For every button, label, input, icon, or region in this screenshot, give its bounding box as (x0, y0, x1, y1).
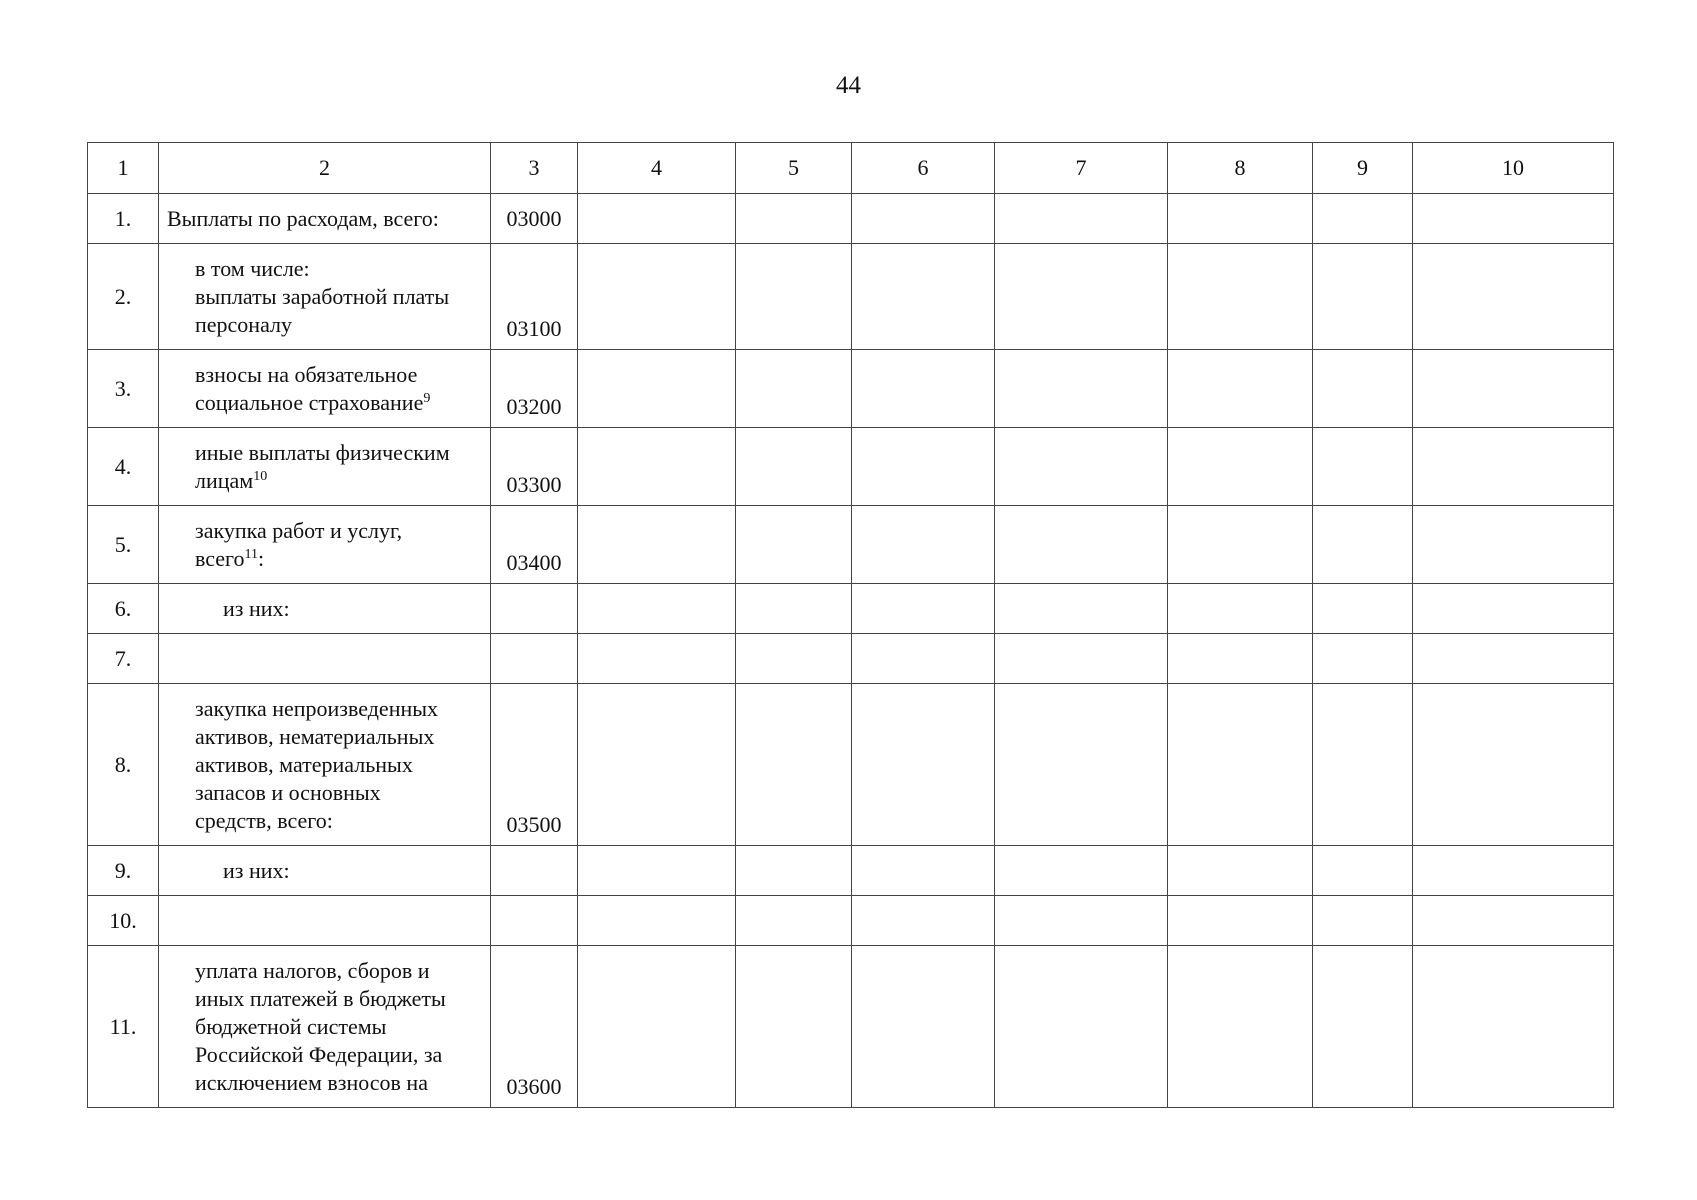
value-cell (736, 244, 852, 350)
description-line: Выплаты по расходам, всего: (167, 205, 439, 231)
value-cell (852, 506, 995, 584)
row-description (159, 946, 491, 1108)
value-cell (995, 634, 1168, 684)
row-number: 7. (88, 634, 159, 684)
column-header: 6 (852, 143, 995, 194)
table-row (88, 244, 1614, 350)
table-row (88, 428, 1614, 506)
value-cell (995, 194, 1168, 244)
value-cell (736, 846, 852, 896)
value-cell (578, 506, 736, 584)
description-line: персоналу (195, 311, 293, 337)
value-cell (995, 684, 1168, 846)
row-number: 2. (88, 244, 159, 350)
value-cell (995, 350, 1168, 428)
value-cell (1313, 244, 1413, 350)
column-header: 9 (1313, 143, 1413, 194)
column-header: 5 (736, 143, 852, 194)
description-line: уплата налогов, сборов и (195, 957, 430, 983)
value-cell (995, 896, 1168, 946)
value-cell (1413, 350, 1614, 428)
row-code: 03300 (491, 428, 578, 506)
description-line: исключением взносов на (195, 1069, 428, 1095)
value-cell (995, 846, 1168, 896)
value-cell (1313, 194, 1413, 244)
row-description (159, 684, 491, 846)
value-cell (1168, 506, 1313, 584)
value-cell (1313, 846, 1413, 896)
row-number: 4. (88, 428, 159, 506)
footnote-marker: 11 (244, 546, 259, 562)
row-code: 03200 (491, 350, 578, 428)
description-line: выплаты заработной платы (195, 283, 450, 309)
row-number: 3. (88, 350, 159, 428)
description-line: лицам$^{10}$ (195, 467, 268, 493)
value-cell (1168, 244, 1313, 350)
value-cell (995, 244, 1168, 350)
description-line: из них: (223, 857, 290, 883)
column-header: 1 (88, 143, 159, 194)
value-cell (852, 194, 995, 244)
table-row (88, 634, 1614, 684)
value-cell (736, 194, 852, 244)
row-code: 03600 (491, 946, 578, 1108)
value-cell (995, 506, 1168, 584)
value-cell (852, 634, 995, 684)
value-cell (1313, 350, 1413, 428)
row-description (159, 584, 491, 634)
value-cell (1413, 584, 1614, 634)
row-description (159, 428, 491, 506)
row-code (491, 634, 578, 684)
column-header: 8 (1168, 143, 1313, 194)
value-cell (1168, 946, 1313, 1108)
value-cell (736, 350, 852, 428)
row-code (491, 846, 578, 896)
value-cell (736, 584, 852, 634)
description-line: взносы на обязательное (195, 361, 418, 387)
value-cell (1168, 634, 1313, 684)
value-cell (995, 584, 1168, 634)
row-description (159, 896, 491, 946)
value-cell (1313, 584, 1413, 634)
value-cell (1413, 506, 1614, 584)
row-code (491, 896, 578, 946)
row-code: 03500 (491, 684, 578, 846)
value-cell (1413, 946, 1614, 1108)
value-cell (578, 244, 736, 350)
value-cell (1168, 846, 1313, 896)
value-cell (1168, 684, 1313, 846)
table-row (88, 946, 1614, 1108)
value-cell (736, 946, 852, 1108)
expenditure-table (87, 142, 1614, 1108)
column-header: 7 (995, 143, 1168, 194)
description-line: в том числе: (195, 255, 310, 281)
value-cell (1168, 428, 1313, 506)
row-number: 5. (88, 506, 159, 584)
value-cell (1168, 896, 1313, 946)
page-number: 44 (836, 72, 861, 99)
value-cell (1313, 506, 1413, 584)
description-line: из них: (223, 595, 290, 621)
value-cell (1313, 946, 1413, 1108)
value-cell (995, 946, 1168, 1108)
row-description (159, 194, 491, 244)
value-cell (852, 946, 995, 1108)
row-number: 6. (88, 584, 159, 634)
row-description (159, 846, 491, 896)
row-description (159, 506, 491, 584)
row-number: 11. (88, 946, 159, 1108)
row-code: 03400 (491, 506, 578, 584)
table-row (88, 506, 1614, 584)
table-row (88, 350, 1614, 428)
table-row (88, 584, 1614, 634)
value-cell (1168, 194, 1313, 244)
row-description (159, 634, 491, 684)
value-cell (578, 194, 736, 244)
value-cell (1313, 896, 1413, 946)
value-cell (852, 350, 995, 428)
value-cell (852, 684, 995, 846)
description-line: всего$^{11}$: (195, 545, 265, 571)
row-description (159, 350, 491, 428)
value-cell (578, 846, 736, 896)
value-cell (578, 350, 736, 428)
value-cell (1168, 584, 1313, 634)
row-code (491, 584, 578, 634)
value-cell (1313, 428, 1413, 506)
value-cell (1413, 428, 1614, 506)
value-cell (1313, 684, 1413, 846)
value-cell (1413, 634, 1614, 684)
column-header: 2 (159, 143, 491, 194)
description-line: активов, нематериальных (195, 723, 435, 749)
description-line: бюджетной системы (195, 1013, 387, 1039)
value-cell (852, 896, 995, 946)
value-cell (578, 946, 736, 1108)
column-header: 3 (491, 143, 578, 194)
description-line: иные выплаты физическим (195, 439, 450, 465)
description-line: запасов и основных (195, 779, 381, 805)
value-cell (1413, 244, 1614, 350)
value-cell (1413, 846, 1614, 896)
row-number: 10. (88, 896, 159, 946)
value-cell (852, 428, 995, 506)
column-number-row (88, 143, 1614, 194)
row-description (159, 244, 491, 350)
column-header: 10 (1413, 143, 1614, 194)
value-cell (736, 896, 852, 946)
value-cell (578, 428, 736, 506)
value-cell (1413, 194, 1614, 244)
value-cell (1313, 634, 1413, 684)
value-cell (852, 244, 995, 350)
value-cell (1168, 350, 1313, 428)
description-line: закупка работ и услуг, (195, 517, 403, 543)
value-cell (852, 846, 995, 896)
value-cell (736, 506, 852, 584)
value-cell (578, 896, 736, 946)
row-code: 03100 (491, 244, 578, 350)
value-cell (736, 684, 852, 846)
value-cell (995, 428, 1168, 506)
value-cell (736, 428, 852, 506)
row-number: 8. (88, 684, 159, 846)
row-number: 1. (88, 194, 159, 244)
value-cell (736, 634, 852, 684)
table-row (88, 896, 1614, 946)
value-cell (1413, 684, 1614, 846)
description-line: закупка непроизведенных (195, 695, 439, 721)
value-cell (578, 584, 736, 634)
description-line: социальное страхование$^9$ (195, 389, 431, 415)
value-cell (1413, 896, 1614, 946)
row-code: 03000 (491, 194, 578, 244)
value-cell (852, 584, 995, 634)
description-line: Российской Федерации, за (195, 1041, 443, 1067)
table-row (88, 684, 1614, 846)
description-line: иных платежей в бюджеты (195, 985, 446, 1011)
footnote-marker: 9 (423, 390, 431, 406)
value-cell (578, 634, 736, 684)
table-row (88, 194, 1614, 244)
footnote-marker: 10 (253, 468, 268, 484)
description-line: активов, материальных (195, 751, 413, 777)
table-row (88, 846, 1614, 896)
column-header: 4 (578, 143, 736, 194)
row-number: 9. (88, 846, 159, 896)
value-cell (578, 684, 736, 846)
description-line: средств, всего: (195, 807, 333, 833)
